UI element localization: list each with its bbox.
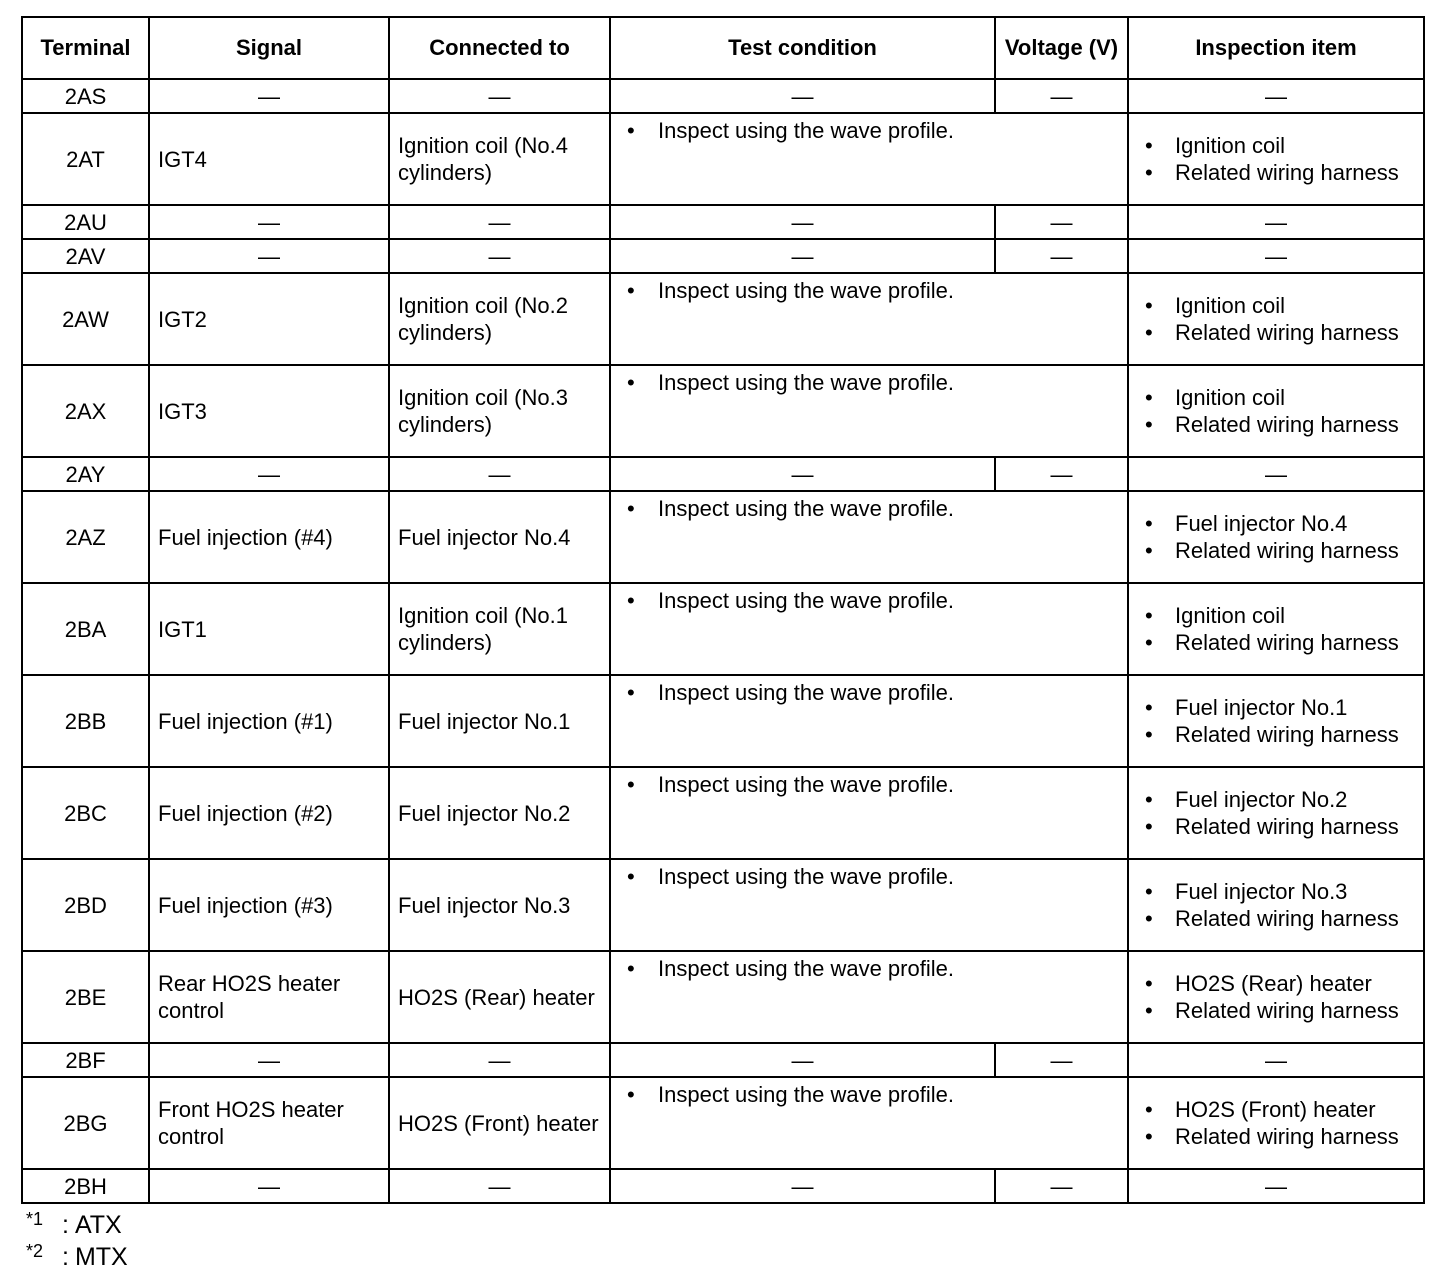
inspection-item-cell xyxy=(1128,583,1424,675)
test-condition-cell xyxy=(610,491,1128,583)
terminal-cell: 2BF xyxy=(22,1043,149,1077)
terminal-cell: 2AZ xyxy=(22,491,149,583)
test-condition-cell: — xyxy=(610,79,995,113)
table-row xyxy=(22,365,1424,457)
footnote-mark: *1 xyxy=(26,1209,44,1229)
terminal-cell: 2AY xyxy=(22,457,149,491)
table-row xyxy=(22,457,1424,491)
test-condition-cell xyxy=(610,583,1128,675)
inspection-item-cell xyxy=(1128,859,1424,951)
inspection-list-item: • Related wiring harness xyxy=(1129,813,1423,840)
signal-cell: IGT1 xyxy=(149,583,389,675)
test-condition-item: • Inspect using the wave profile. xyxy=(611,495,1127,522)
table-row xyxy=(22,675,1424,767)
inspection-item-cell xyxy=(1128,113,1424,205)
signal-cell: — xyxy=(149,239,389,273)
inspection-list-item: • Fuel injector No.3 xyxy=(1129,878,1423,905)
terminal-cell: 2BC xyxy=(22,767,149,859)
inspection-list xyxy=(1129,786,1423,840)
inspection-item-cell xyxy=(1128,767,1424,859)
inspection-item-cell xyxy=(1128,491,1424,583)
test-condition-list xyxy=(611,679,1127,706)
inspection-list-item: • HO2S (Front) heater xyxy=(1129,1096,1423,1123)
terminal-cell: 2BA xyxy=(22,583,149,675)
connected-to-cell: — xyxy=(389,79,610,113)
test-condition-cell xyxy=(610,113,1128,205)
test-condition-cell: — xyxy=(610,1169,995,1203)
connected-to-cell: Ignition coil (No.1 cylinders) xyxy=(389,583,610,675)
test-condition-item: • Inspect using the wave profile. xyxy=(611,1081,1127,1108)
connected-to-cell: HO2S (Rear) heater xyxy=(389,951,610,1043)
table-row xyxy=(22,583,1424,675)
test-condition-list xyxy=(611,117,1127,144)
header-terminal: Terminal xyxy=(22,17,149,79)
voltage-cell: — xyxy=(995,1043,1128,1077)
inspection-list-item: • Ignition coil xyxy=(1129,602,1423,629)
inspection-list-item: • Related wiring harness xyxy=(1129,905,1423,932)
connected-to-cell: — xyxy=(389,205,610,239)
test-condition-cell: — xyxy=(610,457,995,491)
test-condition-item: • Inspect using the wave profile. xyxy=(611,587,1127,614)
connected-to-cell: — xyxy=(389,1043,610,1077)
test-condition-cell xyxy=(610,365,1128,457)
terminal-cell: 2AT xyxy=(22,113,149,205)
connected-to-cell: — xyxy=(389,1169,610,1203)
connected-to-cell: Ignition coil (No.2 cylinders) xyxy=(389,273,610,365)
inspection-list xyxy=(1129,694,1423,748)
inspection-item-cell: — xyxy=(1128,205,1424,239)
signal-cell: Fuel injection (#1) xyxy=(149,675,389,767)
terminal-cell: 2AU xyxy=(22,205,149,239)
voltage-cell: — xyxy=(995,205,1128,239)
inspection-list-item: • Fuel injector No.1 xyxy=(1129,694,1423,721)
inspection-list xyxy=(1129,1096,1423,1150)
voltage-cell: — xyxy=(995,239,1128,273)
test-condition-item: • Inspect using the wave profile. xyxy=(611,863,1127,890)
inspection-item-cell xyxy=(1128,273,1424,365)
terminal-cell: 2AV xyxy=(22,239,149,273)
test-condition-item: • Inspect using the wave profile. xyxy=(611,117,1127,144)
inspection-list xyxy=(1129,292,1423,346)
table-row xyxy=(22,491,1424,583)
test-condition-item: • Inspect using the wave profile. xyxy=(611,771,1127,798)
test-condition-cell xyxy=(610,1077,1128,1169)
header-inspection-item: Inspection item xyxy=(1128,17,1424,79)
voltage-cell: — xyxy=(995,457,1128,491)
terminal-cell: 2AW xyxy=(22,273,149,365)
inspection-item-cell xyxy=(1128,365,1424,457)
signal-cell: — xyxy=(149,457,389,491)
test-condition-list xyxy=(611,955,1127,982)
terminal-table xyxy=(21,16,1425,1204)
connected-to-cell: Ignition coil (No.4 cylinders) xyxy=(389,113,610,205)
signal-cell: — xyxy=(149,205,389,239)
table-row xyxy=(22,239,1424,273)
inspection-list-item: • HO2S (Rear) heater xyxy=(1129,970,1423,997)
inspection-list-item: • Ignition coil xyxy=(1129,132,1423,159)
inspection-list-item: • Related wiring harness xyxy=(1129,1123,1423,1150)
inspection-list-item: • Ignition coil xyxy=(1129,384,1423,411)
inspection-list-item: • Fuel injector No.2 xyxy=(1129,786,1423,813)
table-body xyxy=(22,79,1424,1203)
test-condition-list xyxy=(611,369,1127,396)
header-signal: Signal xyxy=(149,17,389,79)
signal-cell: IGT4 xyxy=(149,113,389,205)
signal-cell: IGT3 xyxy=(149,365,389,457)
signal-cell: Front HO2S heater control xyxy=(149,1077,389,1169)
table-row xyxy=(22,1169,1424,1203)
table-row xyxy=(22,1043,1424,1077)
inspection-item-cell: — xyxy=(1128,1169,1424,1203)
inspection-list-item: • Related wiring harness xyxy=(1129,997,1423,1024)
signal-cell: — xyxy=(149,79,389,113)
test-condition-cell: — xyxy=(610,239,995,273)
inspection-item-cell xyxy=(1128,675,1424,767)
inspection-list xyxy=(1129,878,1423,932)
voltage-cell: — xyxy=(995,1169,1128,1203)
inspection-list xyxy=(1129,602,1423,656)
test-condition-cell xyxy=(610,675,1128,767)
test-condition-list xyxy=(611,771,1127,798)
test-condition-list xyxy=(611,587,1127,614)
connected-to-cell: HO2S (Front) heater xyxy=(389,1077,610,1169)
footnote-separator: : xyxy=(62,1243,69,1271)
terminal-cell: 2BB xyxy=(22,675,149,767)
test-condition-item: • Inspect using the wave profile. xyxy=(611,277,1127,304)
terminal-cell: 2AS xyxy=(22,79,149,113)
table-row xyxy=(22,859,1424,951)
inspection-list-item: • Ignition coil xyxy=(1129,292,1423,319)
header-test-condition: Test condition xyxy=(610,17,995,79)
table-row xyxy=(22,951,1424,1043)
inspection-item-cell xyxy=(1128,1077,1424,1169)
signal-cell: IGT2 xyxy=(149,273,389,365)
inspection-list xyxy=(1129,132,1423,186)
test-condition-cell xyxy=(610,859,1128,951)
terminal-cell: 2BH xyxy=(22,1169,149,1203)
voltage-cell: — xyxy=(995,79,1128,113)
connected-to-cell: — xyxy=(389,457,610,491)
inspection-item-cell: — xyxy=(1128,239,1424,273)
connected-to-cell: Fuel injector No.4 xyxy=(389,491,610,583)
inspection-list-item: • Related wiring harness xyxy=(1129,629,1423,656)
signal-cell: — xyxy=(149,1043,389,1077)
terminal-cell: 2AX xyxy=(22,365,149,457)
table-row xyxy=(22,205,1424,239)
connected-to-cell: Ignition coil (No.3 cylinders) xyxy=(389,365,610,457)
terminal-cell: 2BD xyxy=(22,859,149,951)
connected-to-cell: Fuel injector No.3 xyxy=(389,859,610,951)
inspection-list-item: • Related wiring harness xyxy=(1129,319,1423,346)
test-condition-item: • Inspect using the wave profile. xyxy=(611,369,1127,396)
inspection-list xyxy=(1129,970,1423,1024)
table-row xyxy=(22,79,1424,113)
inspection-list-item: • Related wiring harness xyxy=(1129,159,1423,186)
test-condition-list xyxy=(611,1081,1127,1108)
footnote-text: ATX xyxy=(74,1211,122,1239)
signal-cell: Fuel injection (#4) xyxy=(149,491,389,583)
table-row xyxy=(22,1077,1424,1169)
table-header-row xyxy=(22,17,1424,79)
test-condition-list xyxy=(611,495,1127,522)
connected-to-cell: Fuel injector No.1 xyxy=(389,675,610,767)
footnotes xyxy=(26,1210,128,1274)
footnote-mark: *2 xyxy=(26,1241,44,1261)
inspection-list-item: • Related wiring harness xyxy=(1129,537,1423,564)
test-condition-cell xyxy=(610,767,1128,859)
table-row xyxy=(22,767,1424,859)
test-condition-cell: — xyxy=(610,205,995,239)
test-condition-item: • Inspect using the wave profile. xyxy=(611,955,1127,982)
footnote-separator: : xyxy=(62,1211,69,1239)
inspection-item-cell: — xyxy=(1128,79,1424,113)
signal-cell: — xyxy=(149,1169,389,1203)
inspection-list-item: • Fuel injector No.4 xyxy=(1129,510,1423,537)
inspection-item-cell xyxy=(1128,951,1424,1043)
test-condition-cell xyxy=(610,951,1128,1043)
table-row xyxy=(22,113,1424,205)
inspection-list-item: • Related wiring harness xyxy=(1129,721,1423,748)
inspection-item-cell: — xyxy=(1128,1043,1424,1077)
test-condition-cell: — xyxy=(610,1043,995,1077)
connected-to-cell: — xyxy=(389,239,610,273)
terminal-cell: 2BG xyxy=(22,1077,149,1169)
inspection-list-item: • Related wiring harness xyxy=(1129,411,1423,438)
footnote-text: MTX xyxy=(74,1243,128,1271)
inspection-list xyxy=(1129,384,1423,438)
signal-cell: Fuel injection (#3) xyxy=(149,859,389,951)
terminal-cell: 2BE xyxy=(22,951,149,1043)
footnote xyxy=(26,1242,128,1274)
test-condition-list xyxy=(611,277,1127,304)
test-condition-cell xyxy=(610,273,1128,365)
inspection-item-cell: — xyxy=(1128,457,1424,491)
test-condition-list xyxy=(611,863,1127,890)
inspection-list xyxy=(1129,510,1423,564)
table-row xyxy=(22,273,1424,365)
test-condition-item: • Inspect using the wave profile. xyxy=(611,679,1127,706)
signal-cell: Rear HO2S heater control xyxy=(149,951,389,1043)
header-connected-to: Connected to xyxy=(389,17,610,79)
header-voltage: Voltage (V) xyxy=(995,17,1128,79)
signal-cell: Fuel injection (#2) xyxy=(149,767,389,859)
connected-to-cell: Fuel injector No.2 xyxy=(389,767,610,859)
